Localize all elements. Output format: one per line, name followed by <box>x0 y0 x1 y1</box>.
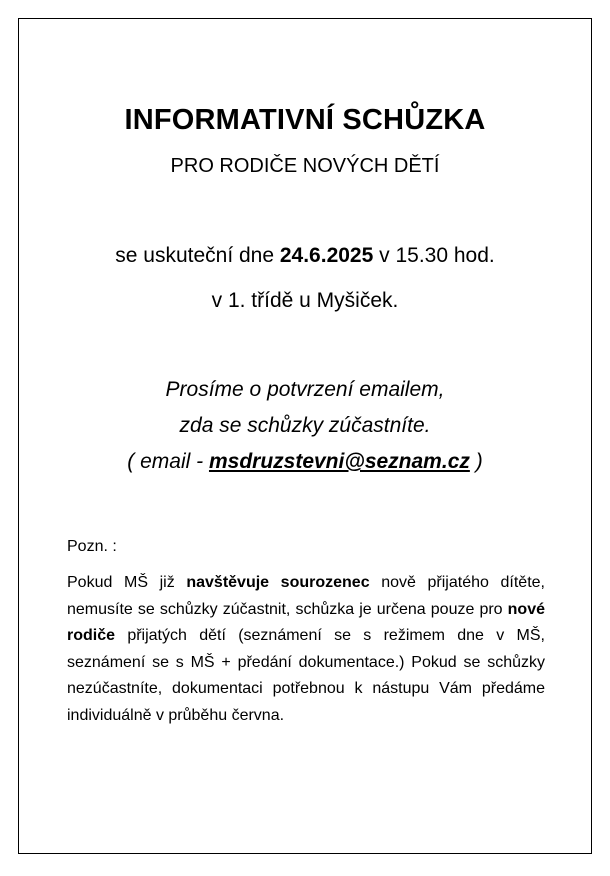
email-line <box>0 450 610 474</box>
note-text-2: nově přijatého dítěte, nemusíte se schůzky zúčastnit, schůzka je určena pouze pro <box>67 574 545 618</box>
request-line-1: Prosíme o potvrzení emailem, <box>165 378 445 401</box>
note-paragraph <box>67 570 545 729</box>
page-title: INFORMATIVNÍ SCHŮZKA <box>124 104 486 136</box>
request-line-2: zda se schůzky zúčastníte. <box>179 414 431 437</box>
note-bold-1: navštěvuje sourozenec <box>186 574 370 591</box>
note-text-1: Pokud MŠ již <box>67 574 187 591</box>
event-prefix: se uskuteční dne <box>115 244 280 267</box>
event-date: 24.6.2025 <box>279 244 374 267</box>
email-suffix: ) <box>469 450 483 473</box>
email-link[interactable]: msdruzstevni@seznam.cz <box>208 450 470 473</box>
email-prefix: ( email - <box>127 450 209 473</box>
event-date-line <box>0 244 610 268</box>
event-time: v 15.30 hod. <box>373 244 495 267</box>
event-place: v 1. třídě u Myšiček. <box>211 289 399 312</box>
note-text-3: přijatých dětí (seznámení se s režimem dne v MŠ, seznámení se s MŠ + předání dokumentace.) Pokud se schůzky nezúčastníte, dokumentaci potřebnou k nástupu Vám předáme individuálně v průběhu června. <box>67 627 545 724</box>
note-label: Pozn. : <box>67 538 117 555</box>
note-bold-2: nové rodiče <box>67 600 545 644</box>
page-subtitle: PRO RODIČE NOVÝCH DĚTÍ <box>170 155 440 177</box>
